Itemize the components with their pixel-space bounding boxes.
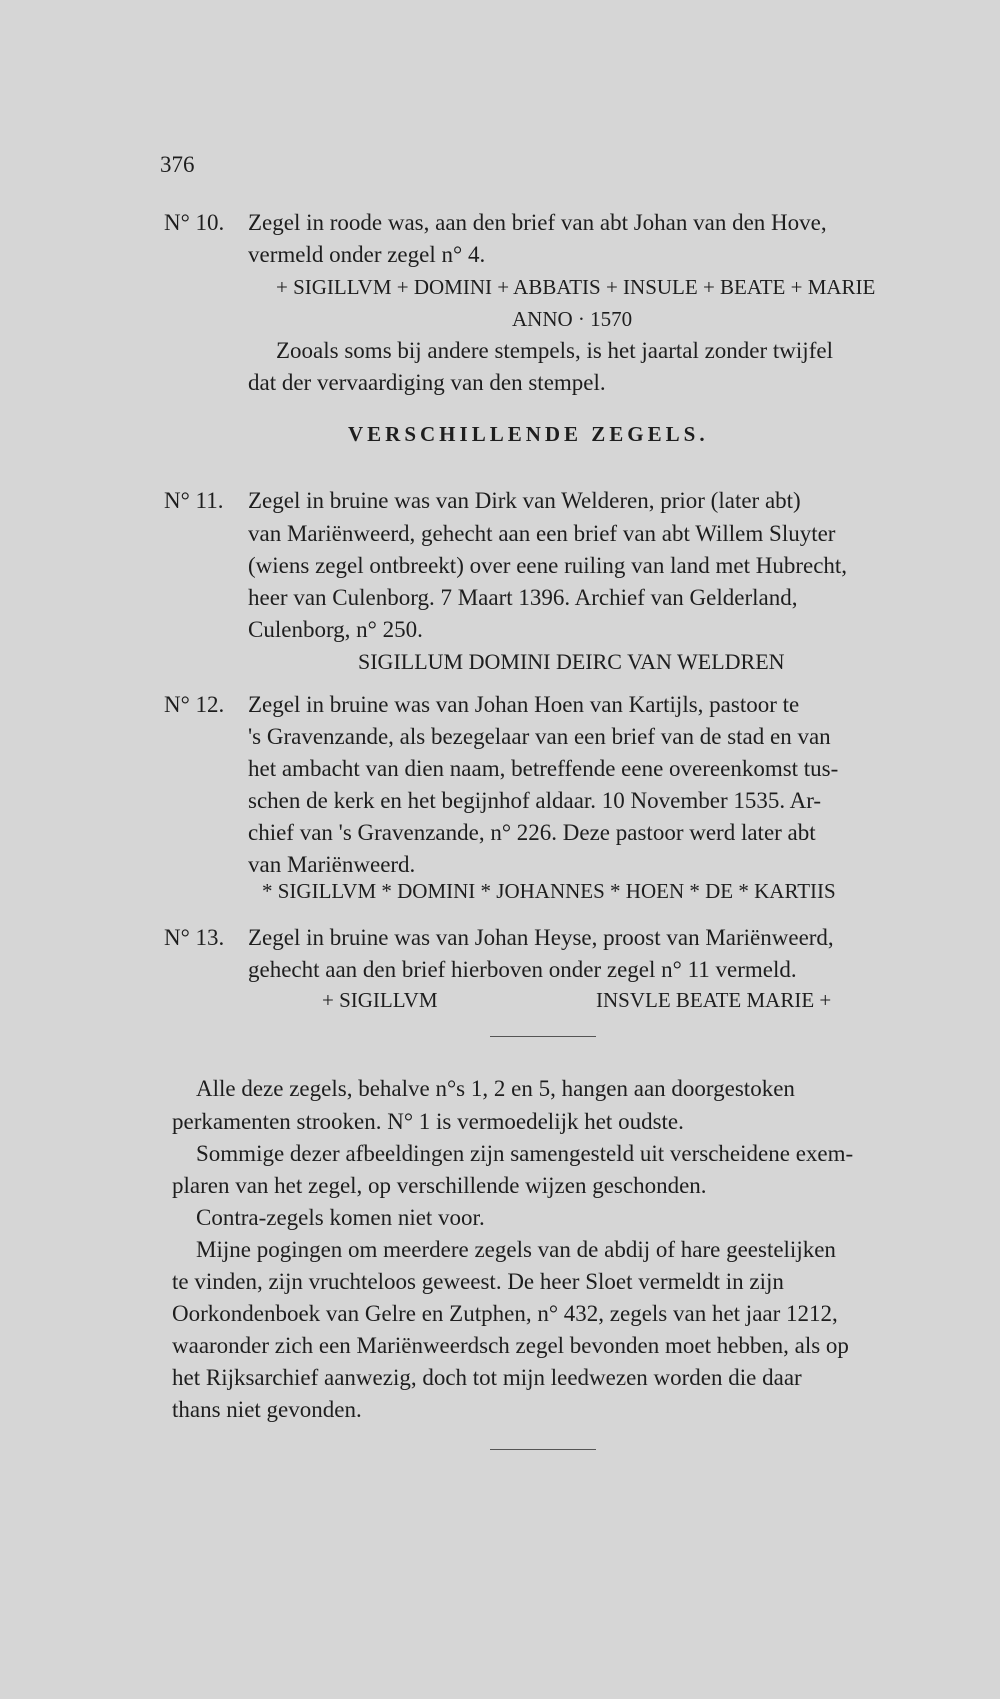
closing-p4-line-4: waaronder zich een Mariënweerdsch zegel bevonden moet hebben, als op [172,1333,849,1358]
entry-12-line-4: schen de kerk en het begijnhof aldaar. 10 November 1535. Ar- [248,788,822,813]
entry-11-line-4: heer van Culenborg. 7 Maart 1396. Archief van Gelderland, [248,585,798,610]
closing-p2-line-2: plaren van het zegel, op verschillende wijzen geschonden. [172,1173,707,1198]
entry-11-label: N° 11. [164,488,224,513]
entry-10-line-1: Zegel in roode was, aan den brief van abt Johan van den Hove, [248,210,827,235]
entry-12-line-3: het ambacht van dien naam, betreffende eene overeenkomst tus- [248,756,839,781]
entry-13-legend-left: + SIGILLVM [322,988,438,1012]
entry-13-line-1: Zegel in bruine was van Johan Heyse, proost van Mariënweerd, [248,925,834,950]
entry-12-line-2: 's Gravenzande, als bezegelaar van een brief van de stad en van [248,724,831,749]
closing-p3-line-1: Contra-zegels komen niet voor. [196,1205,485,1230]
closing-p1-line-1: Alle deze zegels, behalve n°s 1, 2 en 5, hangen aan doorgestoken [196,1076,795,1101]
divider-rule-2 [490,1449,596,1450]
entry-11-line-3: (wiens zegel ontbreekt) over eene ruiling van land met Hubrecht, [248,553,848,578]
entry-11-legend: SIGILLUM DOMINI DEIRC VAN WELDREN [358,649,785,674]
entry-12-label: N° 12. [164,692,225,717]
closing-p4-line-2: te vinden, zijn vruchteloos geweest. De heer Sloet vermeldt in zijn [172,1269,784,1294]
entry-10-note-2: dat der vervaardiging van den stempel. [248,370,606,395]
closing-p4-line-1: Mijne pogingen om meerdere zegels van de abdij of hare geestelijken [196,1237,836,1262]
entry-12-legend: * SIGILLVM * DOMINI * JOHANNES * HOEN * DE * KARTIIS [262,879,836,903]
entry-11-line-1: Zegel in bruine was van Dirk van Welderen, prior (later abt) [248,488,801,513]
entry-12-line-1: Zegel in bruine was van Johan Hoen van Kartijls, pastoor te [248,692,800,717]
entry-13-line-2: gehecht aan den brief hierboven onder zegel n° 11 vermeld. [248,957,797,982]
section-heading: VERSCHILLENDE ZEGELS. [348,422,709,446]
divider-rule-1 [490,1036,596,1037]
closing-p4-line-6: thans niet gevonden. [172,1397,362,1422]
closing-p1-line-2: perkamenten strooken. N° 1 is vermoedelijk het oudste. [172,1109,684,1134]
closing-p2-line-1: Sommige dezer afbeeldingen zijn samengesteld uit verscheidene exem- [196,1141,854,1166]
entry-13-label: N° 13. [164,925,225,950]
page-number: 376 [160,152,195,177]
entry-11-line-2: van Mariënweerd, gehecht aan een brief van abt Willem Sluyter [248,521,836,546]
closing-p4-line-5: het Rijksarchief aanwezig, doch tot mijn leedwezen worden die daar [172,1365,802,1390]
entry-10-note-1: Zooals soms bij andere stempels, is het jaartal zonder twijfel [276,338,833,363]
entry-10-label: N° 10. [164,210,225,235]
entry-10-line-2: vermeld onder zegel n° 4. [248,242,486,267]
entry-12-line-5: chief van 's Gravenzande, n° 226. Deze pastoor werd later abt [248,820,816,845]
entry-11-line-5: Culenborg, n° 250. [248,617,423,642]
entry-10-legend-2: ANNO · 1570 [512,307,633,331]
closing-p4-line-3: Oorkondenboek van Gelre en Zutphen, n° 432, zegels van het jaar 1212, [172,1301,838,1326]
entry-10-legend-1: + SIGILLVM + DOMINI + ABBATIS + INSULE + BEATE + MARIE [276,275,876,299]
entry-13-legend-right: INSVLE BEATE MARIE + [596,988,832,1012]
entry-12-line-6: van Mariënweerd. [248,852,416,877]
